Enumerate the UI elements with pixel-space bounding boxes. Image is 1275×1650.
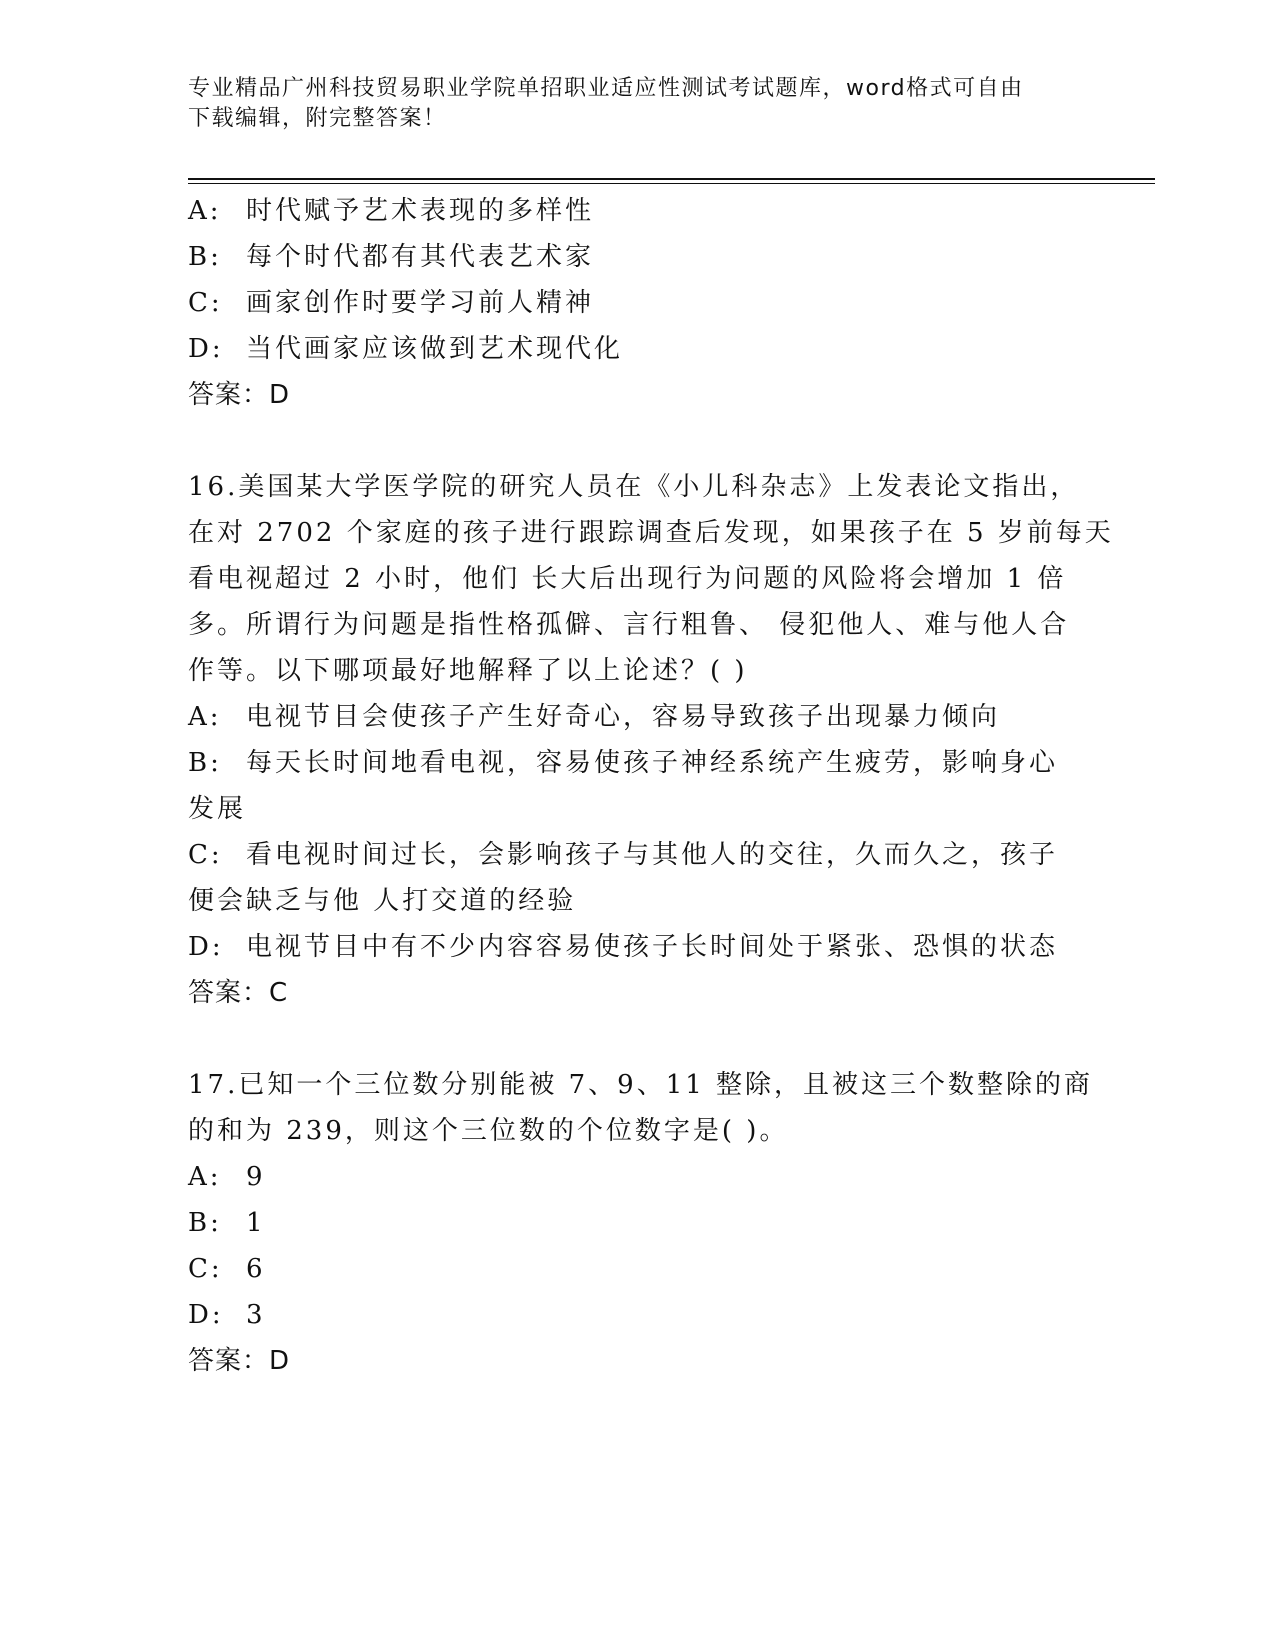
option-a — [188, 1154, 1088, 1200]
option-text: 每个时代都有其代表艺术家 — [246, 242, 595, 272]
option-text: 电视节目中有不少内容容易使孩子长时间处于紧张、恐惧的状态 — [246, 932, 1059, 962]
option-text: 电视节目会使孩子产生好奇心，容易导致孩子出现暴力倾向 — [246, 702, 1001, 732]
option-key: A: — [188, 196, 222, 226]
question-stem-line: 看电视超过 2 小时，他们 长大后出现行为问题的风险将会增加 1 倍 — [188, 564, 1067, 594]
option-key: A: — [188, 702, 222, 732]
answer-line: 答案：D — [188, 1346, 291, 1376]
option-d — [188, 1292, 1088, 1338]
question-16 — [188, 464, 1114, 1016]
option-a — [188, 188, 1088, 234]
option-c — [188, 280, 1088, 326]
question-stem-line: 作等。以下哪项最好地解释了以上论述？( ) — [188, 656, 748, 686]
option-b — [188, 740, 1088, 832]
header-line-2: 下载编辑，附完整答案！ — [188, 106, 447, 131]
option-key: D: — [188, 1300, 224, 1330]
question-stem-line: 16.美国某大学医学院的研究人员在《小儿科杂志》上发表论文指出， — [188, 472, 1080, 502]
answer-line: 答案：D — [188, 380, 291, 410]
option-text: 时代赋予艺术表现的多样性 — [246, 196, 595, 226]
document-header — [188, 74, 1068, 134]
option-key: B: — [188, 1208, 222, 1238]
option-text: 9 — [246, 1162, 266, 1192]
option-text: 画家创作时要学习前人精神 — [246, 288, 595, 318]
option-d — [188, 326, 1088, 372]
question-stem-line: 在对 2702 个家庭的孩子进行跟踪调查后发现，如果孩子在 5 岁前每天 — [188, 518, 1114, 548]
option-text: 当代画家应该做到艺术现代化 — [246, 334, 624, 364]
question-stem-line: 17.已知一个三位数分别能被 7、9、11 整除，且被这三个数整除的商 — [188, 1070, 1094, 1100]
header-divider-thin — [188, 183, 1155, 184]
option-text: 看电视时间过长，会影响孩子与其他人的交往，久而久之，孩子 — [246, 840, 1059, 870]
option-text: 3 — [246, 1300, 266, 1330]
option-c — [188, 832, 1088, 924]
option-key: D: — [188, 932, 224, 962]
option-key: C: — [188, 1254, 223, 1284]
option-key: D: — [188, 334, 224, 364]
question-17 — [188, 1062, 1094, 1384]
answer-line: 答案：C — [188, 978, 289, 1008]
option-text: 1 — [246, 1208, 266, 1238]
document-body — [188, 188, 1114, 1384]
question-stem-line: 多。所谓行为问题是指性格孤僻、言行粗鲁、 侵犯他人、难与他人合 — [188, 610, 1070, 640]
option-key: B: — [188, 242, 222, 272]
option-d — [188, 924, 1088, 970]
option-text-continued: 便会缺乏与他 人打交道的经验 — [188, 886, 577, 916]
question-15 — [188, 188, 1088, 418]
option-b — [188, 234, 1088, 280]
option-c — [188, 1246, 1088, 1292]
spacer — [188, 418, 1088, 464]
option-key: C: — [188, 288, 223, 318]
option-text: 每天长时间地看电视，容易使孩子神经系统产生疲劳，影响身心 — [246, 748, 1059, 778]
option-text: 6 — [246, 1254, 266, 1284]
option-key: B: — [188, 748, 222, 778]
option-key: C: — [188, 840, 223, 870]
option-key: A: — [188, 1162, 222, 1192]
spacer — [188, 1016, 1088, 1062]
question-stem-line: 的和为 239，则这个三位数的个位数字是( )。 — [188, 1116, 789, 1146]
option-b — [188, 1200, 1088, 1246]
header-line-1: 专业精品广州科技贸易职业学院单招职业适应性测试考试题库，word格式可自由 — [188, 76, 1024, 101]
header-divider-thick — [188, 178, 1155, 180]
option-a — [188, 694, 1088, 740]
option-text-continued: 发展 — [188, 794, 247, 824]
